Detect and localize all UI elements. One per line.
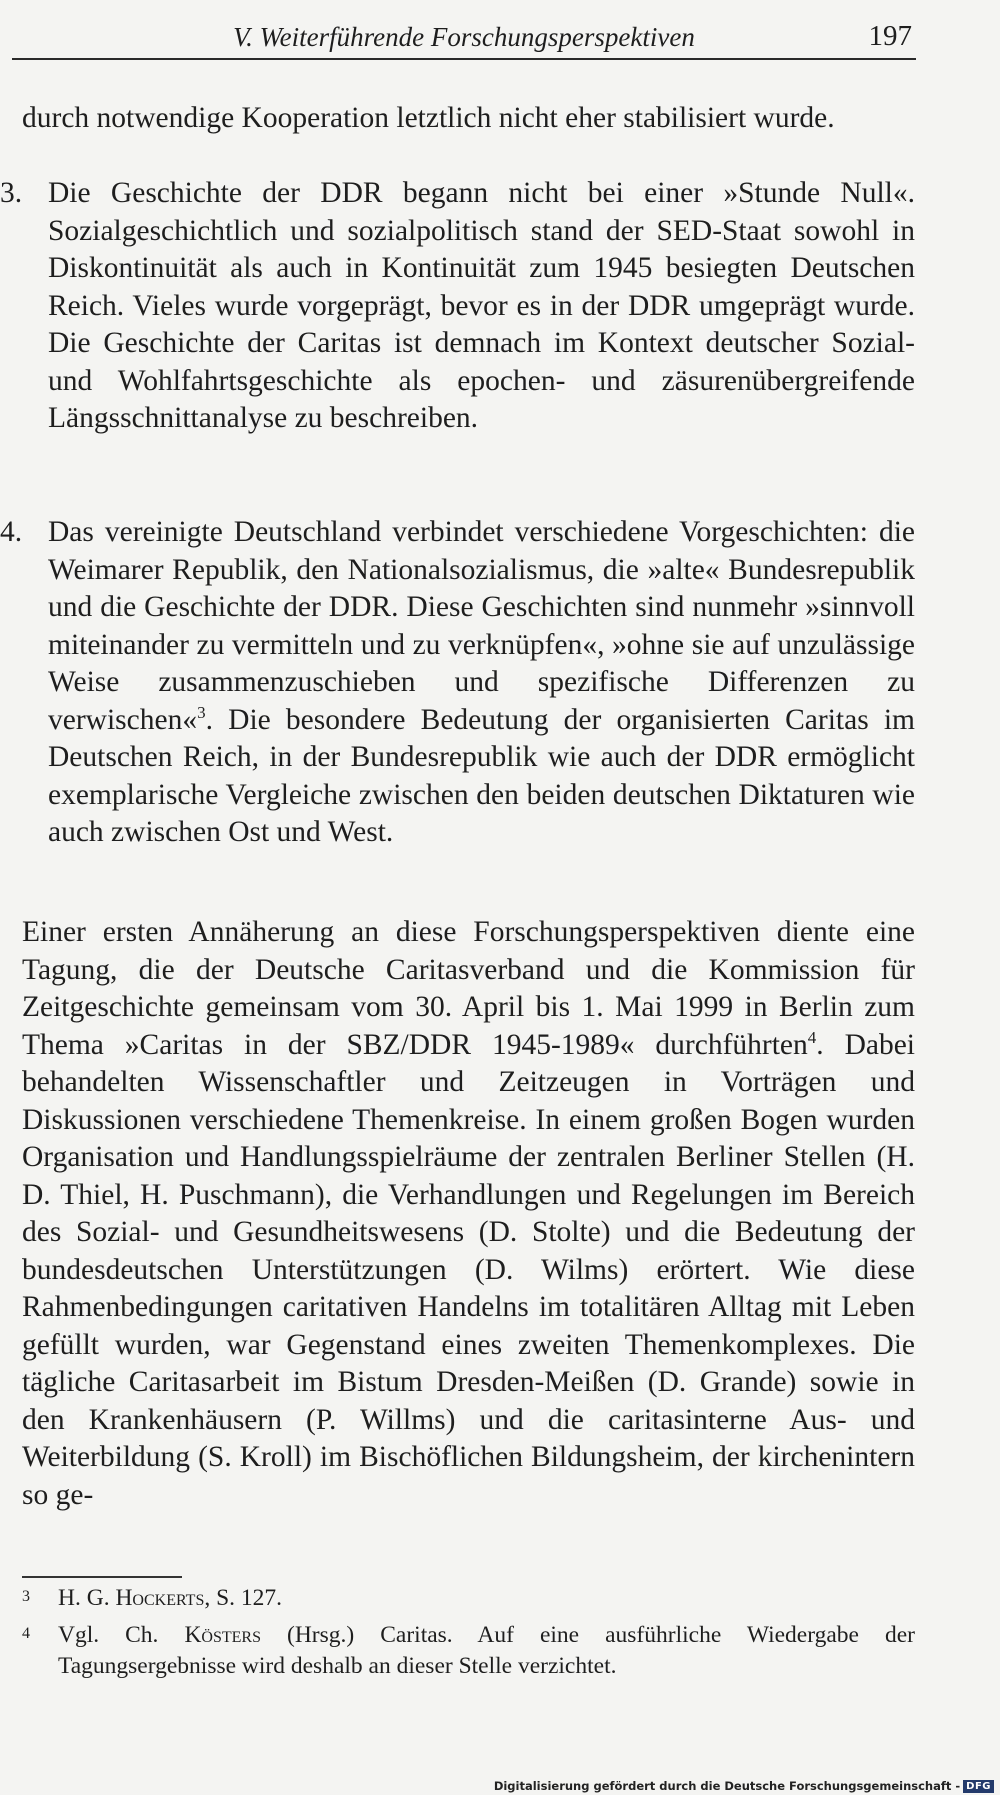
credit-text: Digitalisierung gefördert durch die Deutsche Forschungsgemeinschaft -: [493, 1779, 961, 1793]
list-item-text: Das vereinigte Deutschland verbindet verschiedene Vorgeschichten: die Weimarer Republik, den Nationalsozialismus, die »alte« Bundesrepublik und die Geschichte der DDR. Diese Geschichten sind nunmehr »sinnvoll miteinander zu vermitteln und zu verknüpfen«, »ohne sie auf unzulässige Weise zusammenzuschieben und spezifische Differenzen zu verwischen«$^3$. Die besondere Bedeutung der organisierten Caritas im Deutschen Reich, in der Bundesrepublik wie auch der DDR ermöglicht exemplarische Vergleiche zwischen den beiden deutschen Diktaturen wie auch zwischen Ost und West.: [48, 516, 915, 848]
list-item-number: 3.: [0, 177, 23, 209]
list-item-number: 4.: [0, 516, 23, 548]
continuation-text: durch notwendige Kooperation letztlich nicht eher stabilisiert wurde.: [22, 102, 835, 134]
main-paragraph: Einer ersten Annäherung an diese Forschungsperspektiven diente eine Tagung, die der Deutsche Caritasverband und die Kommission für Zeitgeschichte gemeinsam vom 30. April bis 1. Mai 1999 in Berlin zum Thema »Caritas in der SBZ/DDR 1945-1989« durchführten$^4$. Dabei behandelten Wissenschaftler und Zeitzeugen in Vorträgen und Diskussionen verschiedene Themenkreise. In einem großen Bogen wurden Organisation und Handlungsspielräume der zentralen Berliner Stellen (H. D. Thiel, H. Puschmann), die Verhandlungen und Regelungen im Bereich des Sozial- und Gesundheitswesens (D. Stolte) und die Bedeutung der bundesdeutschen Unterstützungen (D. Wilms) erörtert. Wie diese Rahmenbedingungen caritativen Handelns im totalitären Alltag mit Leben gefüllt wurden, war Gegenstand eines zweiten Themenkomplexes. Die tägliche Caritasarbeit im Bistum Dresden-Meißen (D. Grande) sowie in den Krankenhäusern (P. Willms) und die caritasinterne Aus- und Weiterbildung (S. Kroll) im Bischöflichen Bildungsheim, der kirchenintern so ge-: [22, 916, 915, 1511]
footnote-ref-3[interactable]: 3: [197, 702, 206, 722]
footnote-text: Vgl. Ch. Kösters (Hrsg.) Caritas. Auf eine ausführliche Wiedergabe der Tagungsergebnisse wird deshalb an dieser Stelle verzichtet.: [58, 1622, 915, 1679]
footnote-number: 3: [22, 1588, 30, 1605]
footnote-author: Kösters: [184, 1622, 261, 1648]
footnote-4: [22, 1620, 915, 1682]
footnote-separator: [22, 1576, 182, 1578]
page-number: 197: [868, 20, 912, 52]
footnote-ref-4[interactable]: 4: [807, 1027, 817, 1047]
digitization-credit: [494, 1779, 994, 1793]
list-item-text: Die Geschichte der DDR begann nicht bei einer »Stunde Null«. Sozialgeschichtlich und sozialpolitisch stand der SED-Staat sowohl in Diskontinuität als auch in Kontinuität zum 1945 besiegten Deutschen Reich. Vieles wurde vorgeprägt, bevor es in der DDR umgeprägt wurde. Die Geschichte der Caritas ist demnach im Kontext deutscher Sozial- und Wohlfahrtsgeschichte als epochen- und zäsurenübergreifende Längsschnittanalyse zu beschreiben.: [48, 177, 915, 434]
list-item-4: [0, 514, 915, 852]
footnote-text: H. G. Hockerts, S. 127.: [58, 1585, 283, 1611]
continuation-paragraph: [22, 100, 915, 138]
running-header: [12, 18, 916, 60]
running-title: V. Weiterführende Forschungsperspektiven: [233, 22, 695, 52]
footnote-number: 4: [22, 1625, 30, 1642]
list-item-3: [0, 175, 915, 438]
dfg-logo-icon: DFG: [963, 1780, 994, 1793]
footnote-3: [22, 1583, 915, 1614]
footnote-author: H. G. Hockerts: [58, 1585, 205, 1611]
